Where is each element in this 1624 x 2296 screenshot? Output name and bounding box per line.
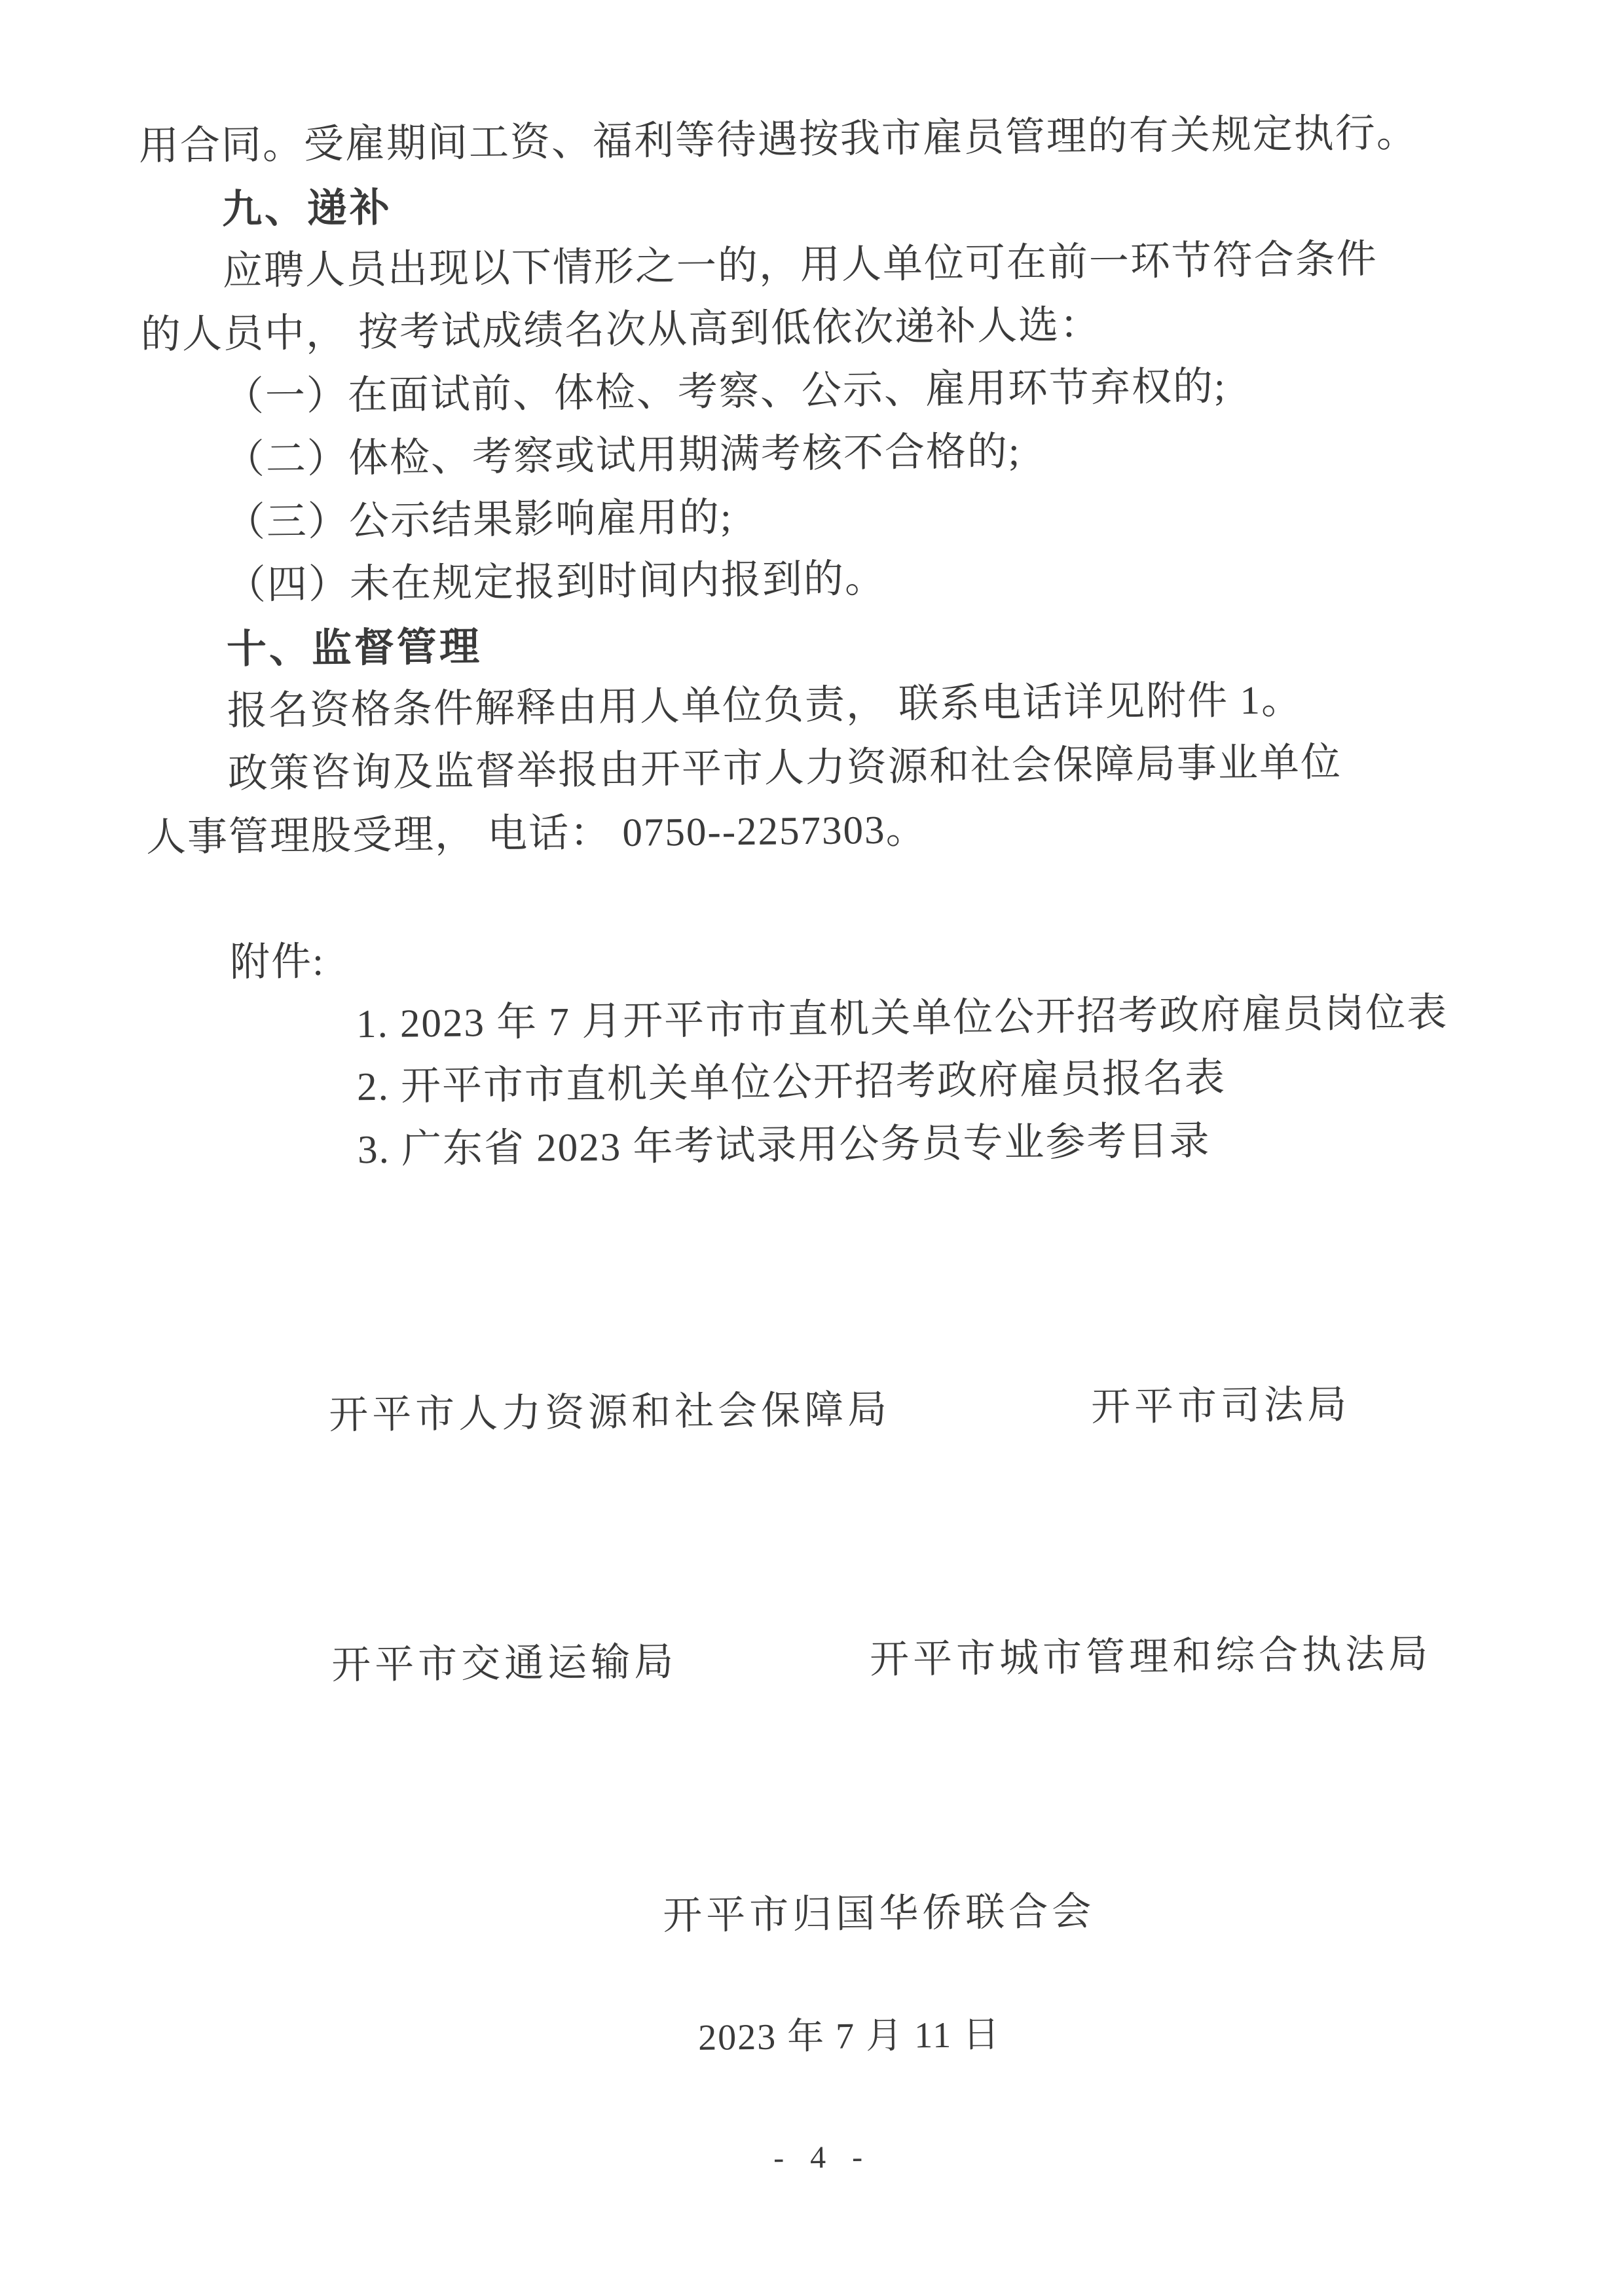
section-9-clause-4: （四）未在规定报到时间内报到的。	[225, 556, 887, 608]
section-9-clause-3: （三）公示结果影响雇用的;	[225, 496, 733, 545]
section-9-clause-2: （二）体检、考察或试用期满考核不合格的;	[224, 429, 1022, 483]
attachment-item-2: 2. 开平市市直机关单位公开招考政府雇员报名表	[356, 1056, 1227, 1110]
page-number: - 4 -	[773, 2140, 872, 2176]
section-10-line-3: 人事管理股受理， 电话： 0750--2257303。	[145, 808, 927, 860]
attachments-label: 附件:	[229, 939, 325, 985]
section-9-heading: 九、递补	[221, 185, 393, 232]
document-date: 2023 年 7 月 11 日	[697, 2014, 1001, 2058]
signature-justice-bureau: 开平市司法局	[1090, 1383, 1351, 1429]
signature-urban-management-bureau: 开平市城市管理和综合执法局	[869, 1632, 1432, 1682]
section-10-line-1: 报名资格条件解释由用人单位负责， 联系电话详见附件 1。	[227, 678, 1303, 734]
signature-returned-overseas-chinese-federation: 开平市归国华侨联合会	[662, 1889, 1096, 1938]
attachment-item-3: 3. 广东省 2023 年考试录用公务员专业参考目录	[357, 1119, 1211, 1173]
section-9-clause-1: （一）在面试前、体检、考察、公示、雇用环节弃权的;	[223, 365, 1227, 420]
section-9-intro-line-1: 应聘人员出现以下情形之一的，用人单位可在前一环节符合条件	[222, 237, 1378, 294]
document-body	[138, 101, 1479, 1184]
section-9-intro-line-2: 的人员中， 按考试成绩名次从高到低依次递补人选：	[140, 303, 1101, 357]
section-10-line-2: 政策咨询及监督举报由开平市人力资源和社会保障局事业单位	[227, 740, 1342, 797]
signature-transport-bureau: 开平市交通运输局	[331, 1640, 678, 1687]
paragraph-continuation: 用合同。受雇期间工资、福利等待遇按我市雇员管理的有关规定执行。	[138, 111, 1418, 169]
signature-hrss-bureau: 开平市人力资源和社会保障局	[328, 1387, 891, 1437]
attachment-item-1: 1. 2023 年 7 月开平市市直机关单位公开招考政府雇员岗位表	[356, 991, 1449, 1047]
section-10-heading: 十、监督管理	[226, 624, 483, 672]
